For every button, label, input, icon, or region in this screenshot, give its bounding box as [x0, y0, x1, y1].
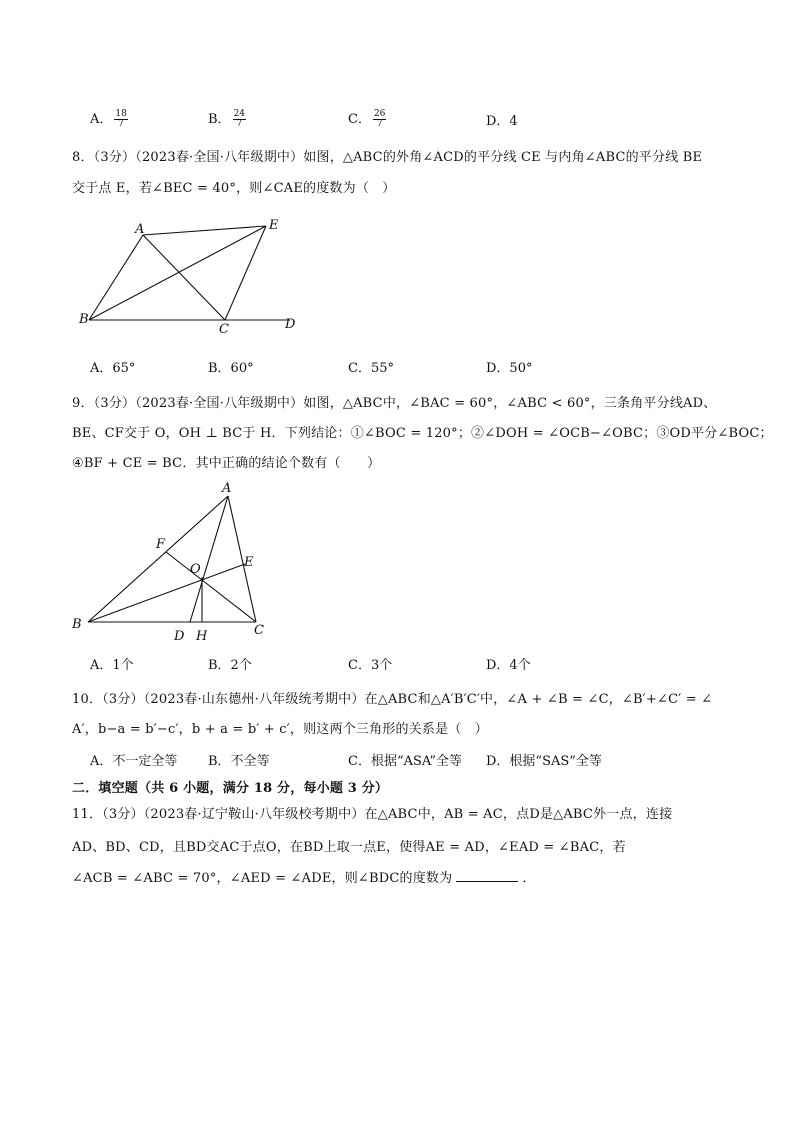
- q9-option-c: C．3个: [348, 658, 393, 673]
- q9-stem-line2: BE、CF交于 O，OH ⊥ BC于 H．下列结论：①∠BOC = 120°；②∠DOH = ∠OCB−∠OBC；③OD平分∠BOC；: [72, 426, 773, 441]
- q7-option-b: B． $\frac{24}{7}$: [208, 109, 246, 129]
- q9-label-a: A: [222, 481, 232, 496]
- q8-line-ce: [225, 226, 266, 320]
- q9-line-ad: [190, 496, 228, 622]
- q9-option-a: A．1个: [90, 658, 134, 673]
- q8-line-be: [89, 226, 266, 320]
- q9-label-e: E: [244, 555, 254, 570]
- q10-option-a: A．不一定全等: [90, 754, 178, 769]
- q9-label-h: H: [196, 629, 208, 644]
- q9-stem-line1: 9．（3分）（2023春·全国·八年级期中）如图，△ABC中，∠BAC = 60°，∠ABC < 60°，三条角平分线AD、: [72, 396, 717, 411]
- q8-label-b: B: [79, 312, 89, 327]
- q10-stem-line1: 10．（3分）（2023春·山东德州·八年级统考期中）在△ABC和△A′B′C′中，∠A + ∠B = ∠C，∠B′+∠C′ = ∠: [72, 692, 713, 707]
- q8-option-a: A．65°: [90, 361, 136, 376]
- q8-line-ae: [143, 226, 266, 235]
- q10-option-c: C．根据“ASA”全等: [348, 754, 463, 769]
- q10-stem-line2: A′，b−a = b′−c′，b + a = b′ + c′，则这两个三角形的关系是（ ）: [72, 722, 488, 737]
- q8-label-e: E: [269, 218, 279, 233]
- q8-label-a: A: [135, 222, 145, 237]
- section-heading-fill-blank: 二．填空题（共 6 小题，满分 18 分，每小题 3 分）: [72, 781, 389, 796]
- q9-line-ab: [88, 496, 228, 622]
- q8-option-b: B．60°: [208, 361, 254, 376]
- q9-label-o: O: [190, 562, 201, 577]
- q8-stem-line1: 8．（3分）（2023春·全国·八年级期中）如图，△ABC的外角∠ACD的平分线 CE 与内角∠ABC的平分线 BE: [72, 150, 703, 165]
- q7-option-d: D．4: [486, 114, 518, 129]
- q9-label-b: B: [72, 617, 82, 632]
- q8-label-d: D: [285, 317, 296, 332]
- q8-option-c: C．55°: [348, 361, 394, 376]
- q9-label-f: F: [156, 537, 166, 552]
- q8-stem-line2: 交于点 E，若∠BEC = 40°，则∠CAE的度数为（ ）: [72, 181, 396, 196]
- q9-figure: [68, 478, 288, 646]
- q11-stem-line1: 11．（3分）（2023春·辽宁鞍山·八年级校考期中）在△ABC中，AB = AC，点D是△ABC外一点，连接: [72, 807, 673, 822]
- q9-label-d: D: [174, 629, 185, 644]
- q10-option-b: B．不全等: [208, 754, 270, 769]
- q11-line3-end: ．: [522, 871, 536, 886]
- q9-option-d: D．4个: [486, 658, 531, 673]
- q8-label-c: C: [219, 322, 229, 337]
- q11-line3-text: ∠ACB = ∠ABC = 70°，∠AED = ∠ADE，则∠BDC的度数为: [72, 871, 453, 886]
- q9-label-c: C: [254, 623, 264, 638]
- q8-line-ac: [143, 235, 225, 320]
- q9-option-b: B．2个: [208, 658, 252, 673]
- q9-stem-line3: ④BF + CE = BC．其中正确的结论个数有（ ）: [72, 456, 381, 471]
- q11-answer-blank: [456, 881, 518, 882]
- q10-option-d: D．根据“SAS”全等: [486, 754, 602, 769]
- q8-figure: [75, 215, 315, 340]
- q11-stem-line3: [72, 867, 536, 886]
- q7-option-c: C． $\frac{26}{7}$: [348, 109, 386, 129]
- q8-line-ab: [89, 235, 143, 320]
- q7-option-a: A． $\frac{18}{7}$: [90, 109, 127, 129]
- q11-stem-line2: AD、BD、CD，且BD交AC于点O，在BD上取一点E，使得AE = AD，∠EAD = ∠BAC，若: [72, 840, 626, 855]
- q9-line-be: [88, 564, 245, 622]
- q8-option-d: D．50°: [486, 361, 533, 376]
